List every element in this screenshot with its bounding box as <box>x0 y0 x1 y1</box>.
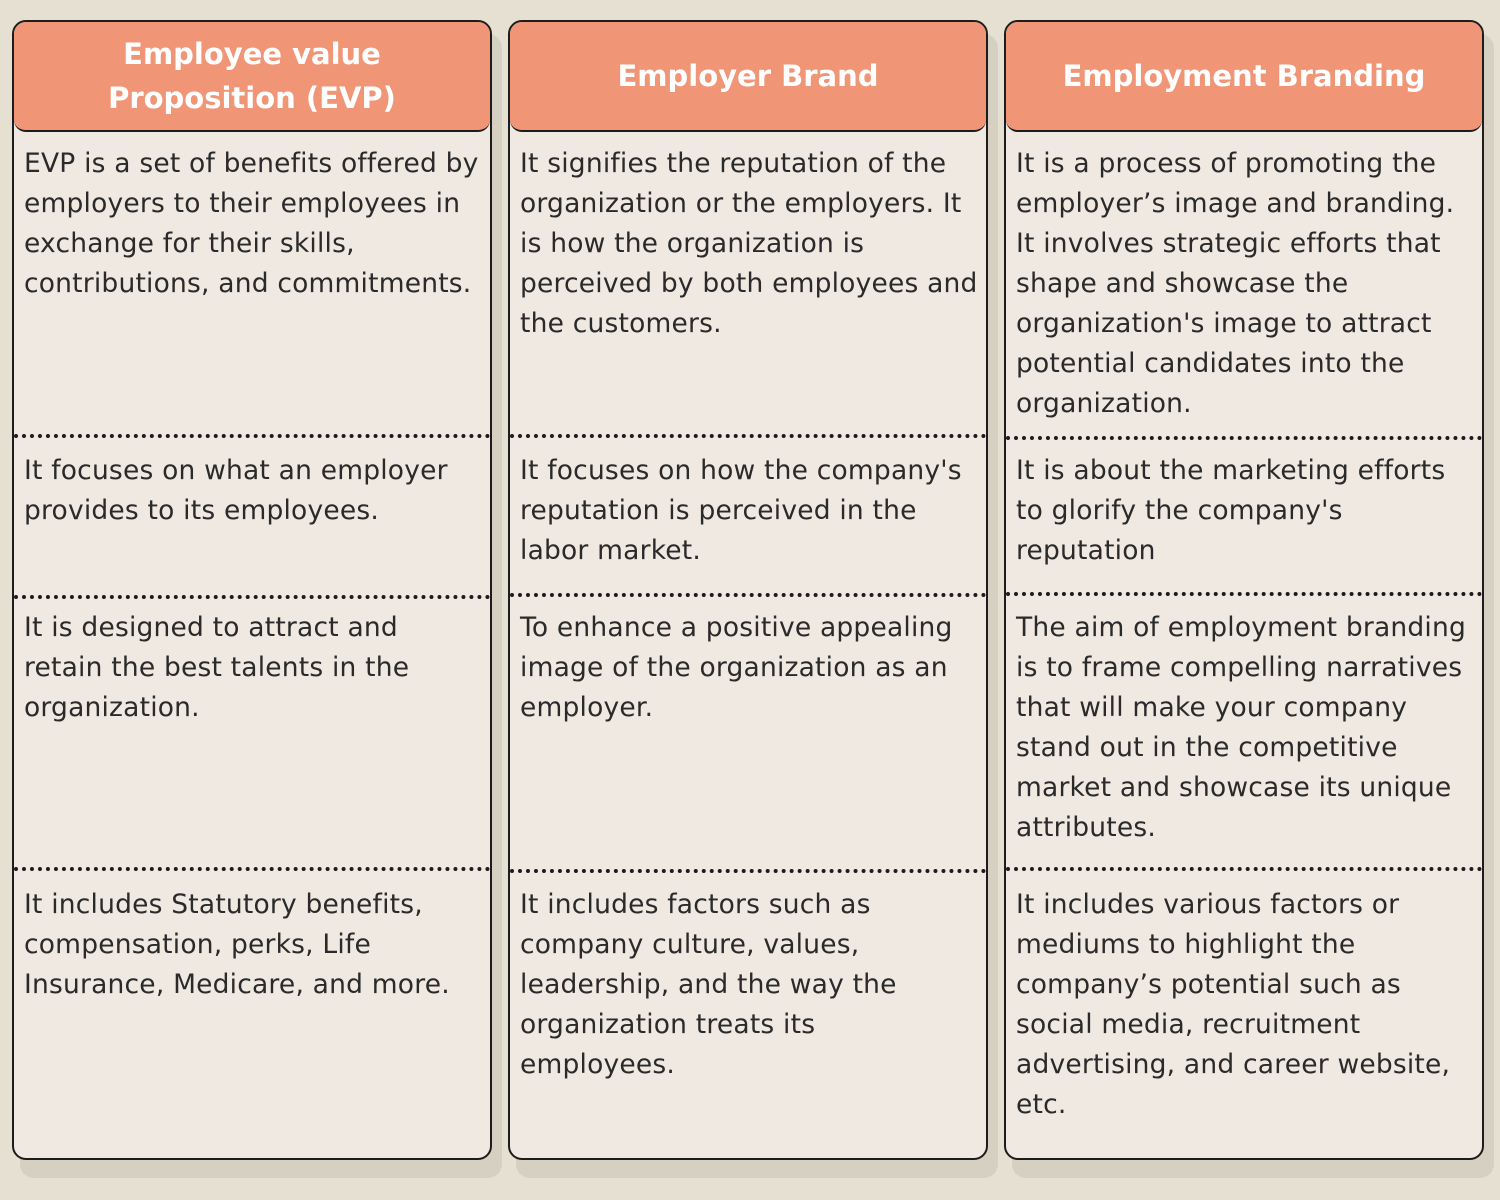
row-divider <box>14 867 490 871</box>
column-header-title: Employer Brand <box>617 59 879 93</box>
cell-aim: The aim of employment branding is to frame compelling narratives that will make your company stand out in the competitive market and showcase its unique attributes. <box>1016 612 1466 843</box>
column-employer-brand <box>508 20 988 1160</box>
row-divider <box>510 434 986 438</box>
cell-includes: It includes various factors or mediums to highlight the company’s potential such as social media, recruitment advertising, and career website, etc. <box>1016 889 1451 1120</box>
column-header-title: Employment Branding <box>1062 59 1426 93</box>
cell-includes: It includes Statutory benefits, compensation, perks, Life Insurance, Medicare, and more. <box>24 889 450 1000</box>
cell-focus: It focuses on how the company's reputation is perceived in the labor market. <box>520 455 962 566</box>
row-divider <box>14 595 490 599</box>
cell-aim: It is designed to attract and retain the best talents in the organization. <box>24 612 410 723</box>
row-divider <box>1006 436 1482 440</box>
column-evp <box>12 20 492 1160</box>
row-divider <box>510 593 986 597</box>
cell-definition: It is a process of promoting the employer’s image and branding. It involves strategic efforts that shape and showcase the organization's image to attract potential candidates into the organization. <box>1016 148 1455 419</box>
row-divider <box>510 869 986 873</box>
cell-focus: It is about the marketing efforts to glorify the company's reputation <box>1016 455 1446 566</box>
cell-definition: EVP is a set of benefits offered by employers to their employees in exchange for their skills, contributions, and commitments. <box>24 148 479 299</box>
cell-aim: To enhance a positive appealing image of the organization as an employer. <box>520 612 953 723</box>
column-header-title: Employee value Proposition (EVP) <box>108 37 396 115</box>
row-divider <box>1006 867 1482 871</box>
column-employment-branding <box>1004 20 1484 1160</box>
cell-focus: It focuses on what an employer provides to its employees. <box>24 455 448 526</box>
row-divider <box>1006 592 1482 596</box>
row-divider <box>14 434 490 438</box>
column-header <box>1006 22 1482 132</box>
cell-definition: It signifies the reputation of the organization or the employers. It is how the organization is perceived by both employees and the customers. <box>520 148 978 339</box>
cell-includes: It includes factors such as company culture, values, leadership, and the way the organization treats its employees. <box>520 889 897 1080</box>
column-header <box>14 22 490 132</box>
column-header <box>510 22 986 132</box>
